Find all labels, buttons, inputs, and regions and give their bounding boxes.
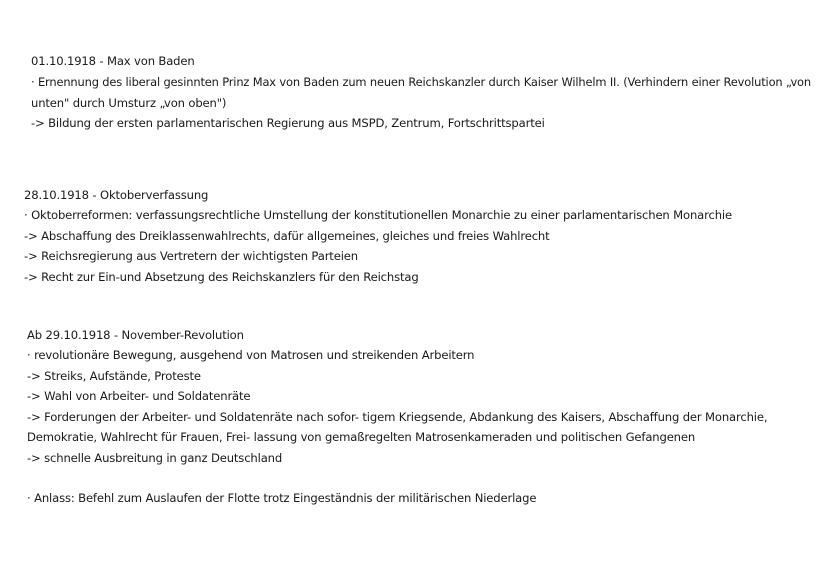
section-line: -> Recht zur Ein-und Absetzung des Reichskanzlers für den Reichstag xyxy=(24,270,419,284)
section-line: -> schnelle Ausbreitung in ganz Deutschland xyxy=(27,451,283,465)
section-line: -> Streiks, Aufstände, Proteste xyxy=(27,369,201,383)
section-heading: Ab 29.10.1918 - November-Revolution xyxy=(27,328,244,342)
section-line: -> Forderungen der Arbeiter- und Soldatenräte nach sofor- tigem Kriegsende, Abdankung des Kaisers, Abschaffung der Monarchie, xyxy=(27,410,768,424)
section-heading: 28.10.1918 - Oktoberverfassung xyxy=(24,188,209,202)
section-line: unten" durch Umsturz „von oben") xyxy=(31,96,227,110)
section-line: -> Wahl von Arbeiter- und Soldatenräte xyxy=(27,389,251,403)
section-line: -> Bildung der ersten parlamentarischen Regierung aus MSPD, Zentrum, Fortschrittspartei xyxy=(31,116,545,130)
section-line: · revolutionäre Bewegung, ausgehend von Matrosen und streikenden Arbeitern xyxy=(27,348,475,362)
section-line: -> Abschaffung des Dreiklassenwahlrechts, dafür allgemeines, gleiches und freies Wahlrecht xyxy=(24,229,550,243)
section-line: · Anlass: Befehl zum Auslaufen der Flotte trotz Eingeständnis der militärischen Niederlage xyxy=(27,491,537,505)
section-line: -> Reichsregierung aus Vertretern der wichtigsten Parteien xyxy=(24,249,358,263)
section-line: · Ernennung des liberal gesinnten Prinz Max von Baden zum neuen Reichskanzler durch Kaiser Wilhelm II. (Verhindern einer Revolution „von xyxy=(31,75,811,89)
section-heading: 01.10.1918 - Max von Baden xyxy=(31,54,195,68)
section-line: Demokratie, Wahlrecht für Frauen, Frei- lassung von gemaßregelten Matrosenkameraden und politischen Gefangenen xyxy=(27,430,696,444)
section-line: · Oktoberreformen: verfassungsrechtliche Umstellung der konstitutionellen Monarchie zu einer parlamentarischen Monarchie xyxy=(24,208,732,222)
